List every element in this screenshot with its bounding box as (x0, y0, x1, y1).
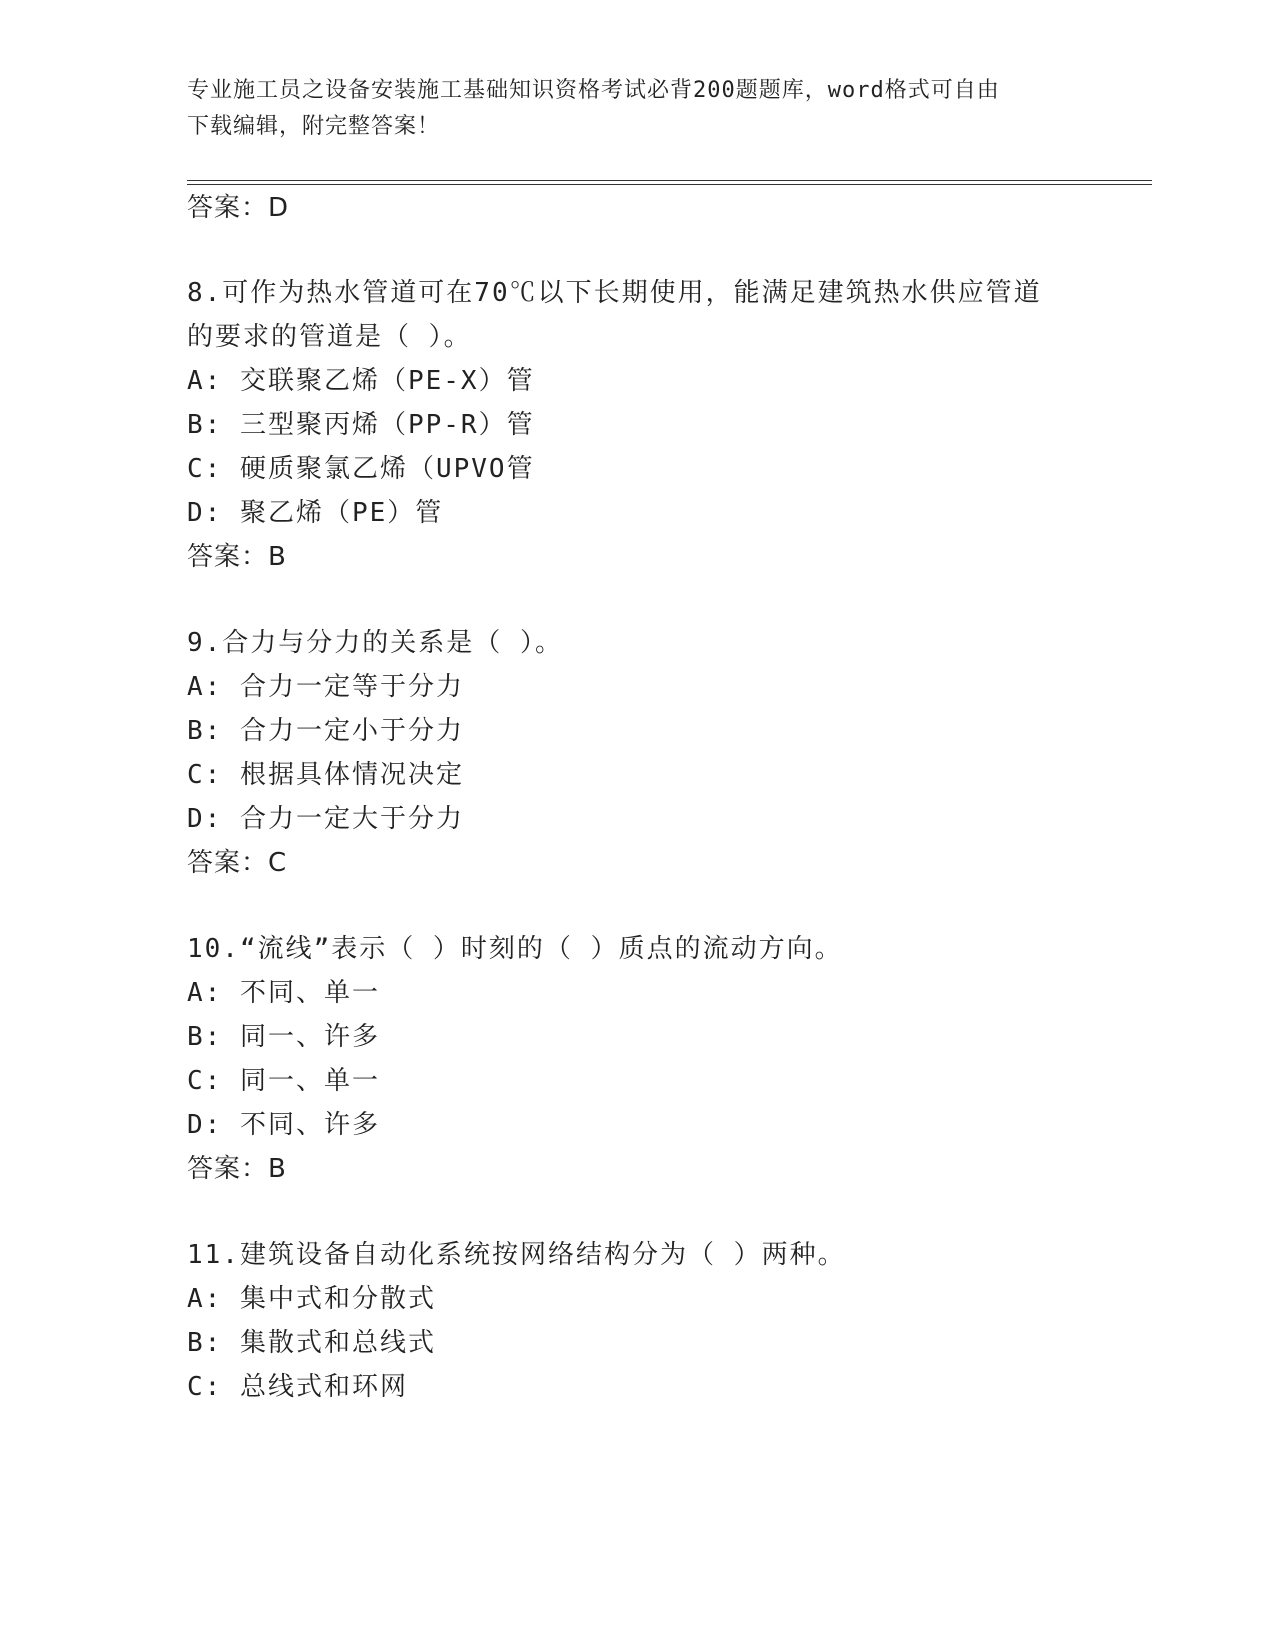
question-11-stem: 11.建筑设备自动化系统按网络结构分为（ ）两种。 (187, 1240, 846, 1270)
question-11-option-c: C: 总线式和环网 (187, 1372, 408, 1402)
question-9-option-c: C: 根据具体情况决定 (187, 760, 464, 790)
question-10-option-b: B: 同一、许多 (187, 1022, 380, 1052)
question-8-option-a: A: 交联聚乙烯（PE-X）管 (187, 366, 535, 396)
question-8-option-b: B: 三型聚丙烯（PP-R）管 (187, 410, 535, 440)
question-10-option-c: C: 同一、单一 (187, 1066, 380, 1096)
question-8-stem-line-1: 8.可作为热水管道可在70℃以下长期使用，能满足建筑热水供应管道 (187, 278, 1042, 308)
previous-answer: 答案：D (187, 193, 290, 223)
header-divider-bottom (187, 184, 1152, 185)
question-10-stem: 10.“流线”表示（ ）时刻的（ ）质点的流动方向。 (187, 934, 843, 964)
question-8-answer: 答案：B (187, 542, 287, 572)
question-8-option-c: C: 硬质聚氯乙烯（UPVO管 (187, 454, 535, 484)
header-line-1: 专业施工员之设备安装施工基础知识资格考试必背200题题库，word格式可自由 (187, 78, 1000, 103)
document-header (187, 73, 1067, 145)
question-11-option-b: B: 集散式和总线式 (187, 1328, 436, 1358)
question-9-stem: 9.合力与分力的关系是（ ）。 (187, 628, 563, 658)
question-8-option-d: D: 聚乙烯（PE）管 (187, 498, 444, 528)
question-11-option-a: A: 集中式和分散式 (187, 1284, 436, 1314)
question-9-option-d: D: 合力一定大于分力 (187, 804, 464, 834)
question-9-option-b: B: 合力一定小于分力 (187, 716, 464, 746)
question-10-option-d: D: 不同、许多 (187, 1110, 380, 1140)
question-9-option-a: A: 合力一定等于分力 (187, 672, 464, 702)
header-line-2: 下载编辑，附完整答案！ (187, 114, 441, 139)
question-10-option-a: A: 不同、单一 (187, 978, 380, 1008)
question-9-answer: 答案：C (187, 848, 288, 878)
question-8-stem-line-2: 的要求的管道是（ ）。 (187, 322, 472, 352)
header-divider-top (187, 180, 1152, 181)
question-10-answer: 答案：B (187, 1154, 287, 1184)
